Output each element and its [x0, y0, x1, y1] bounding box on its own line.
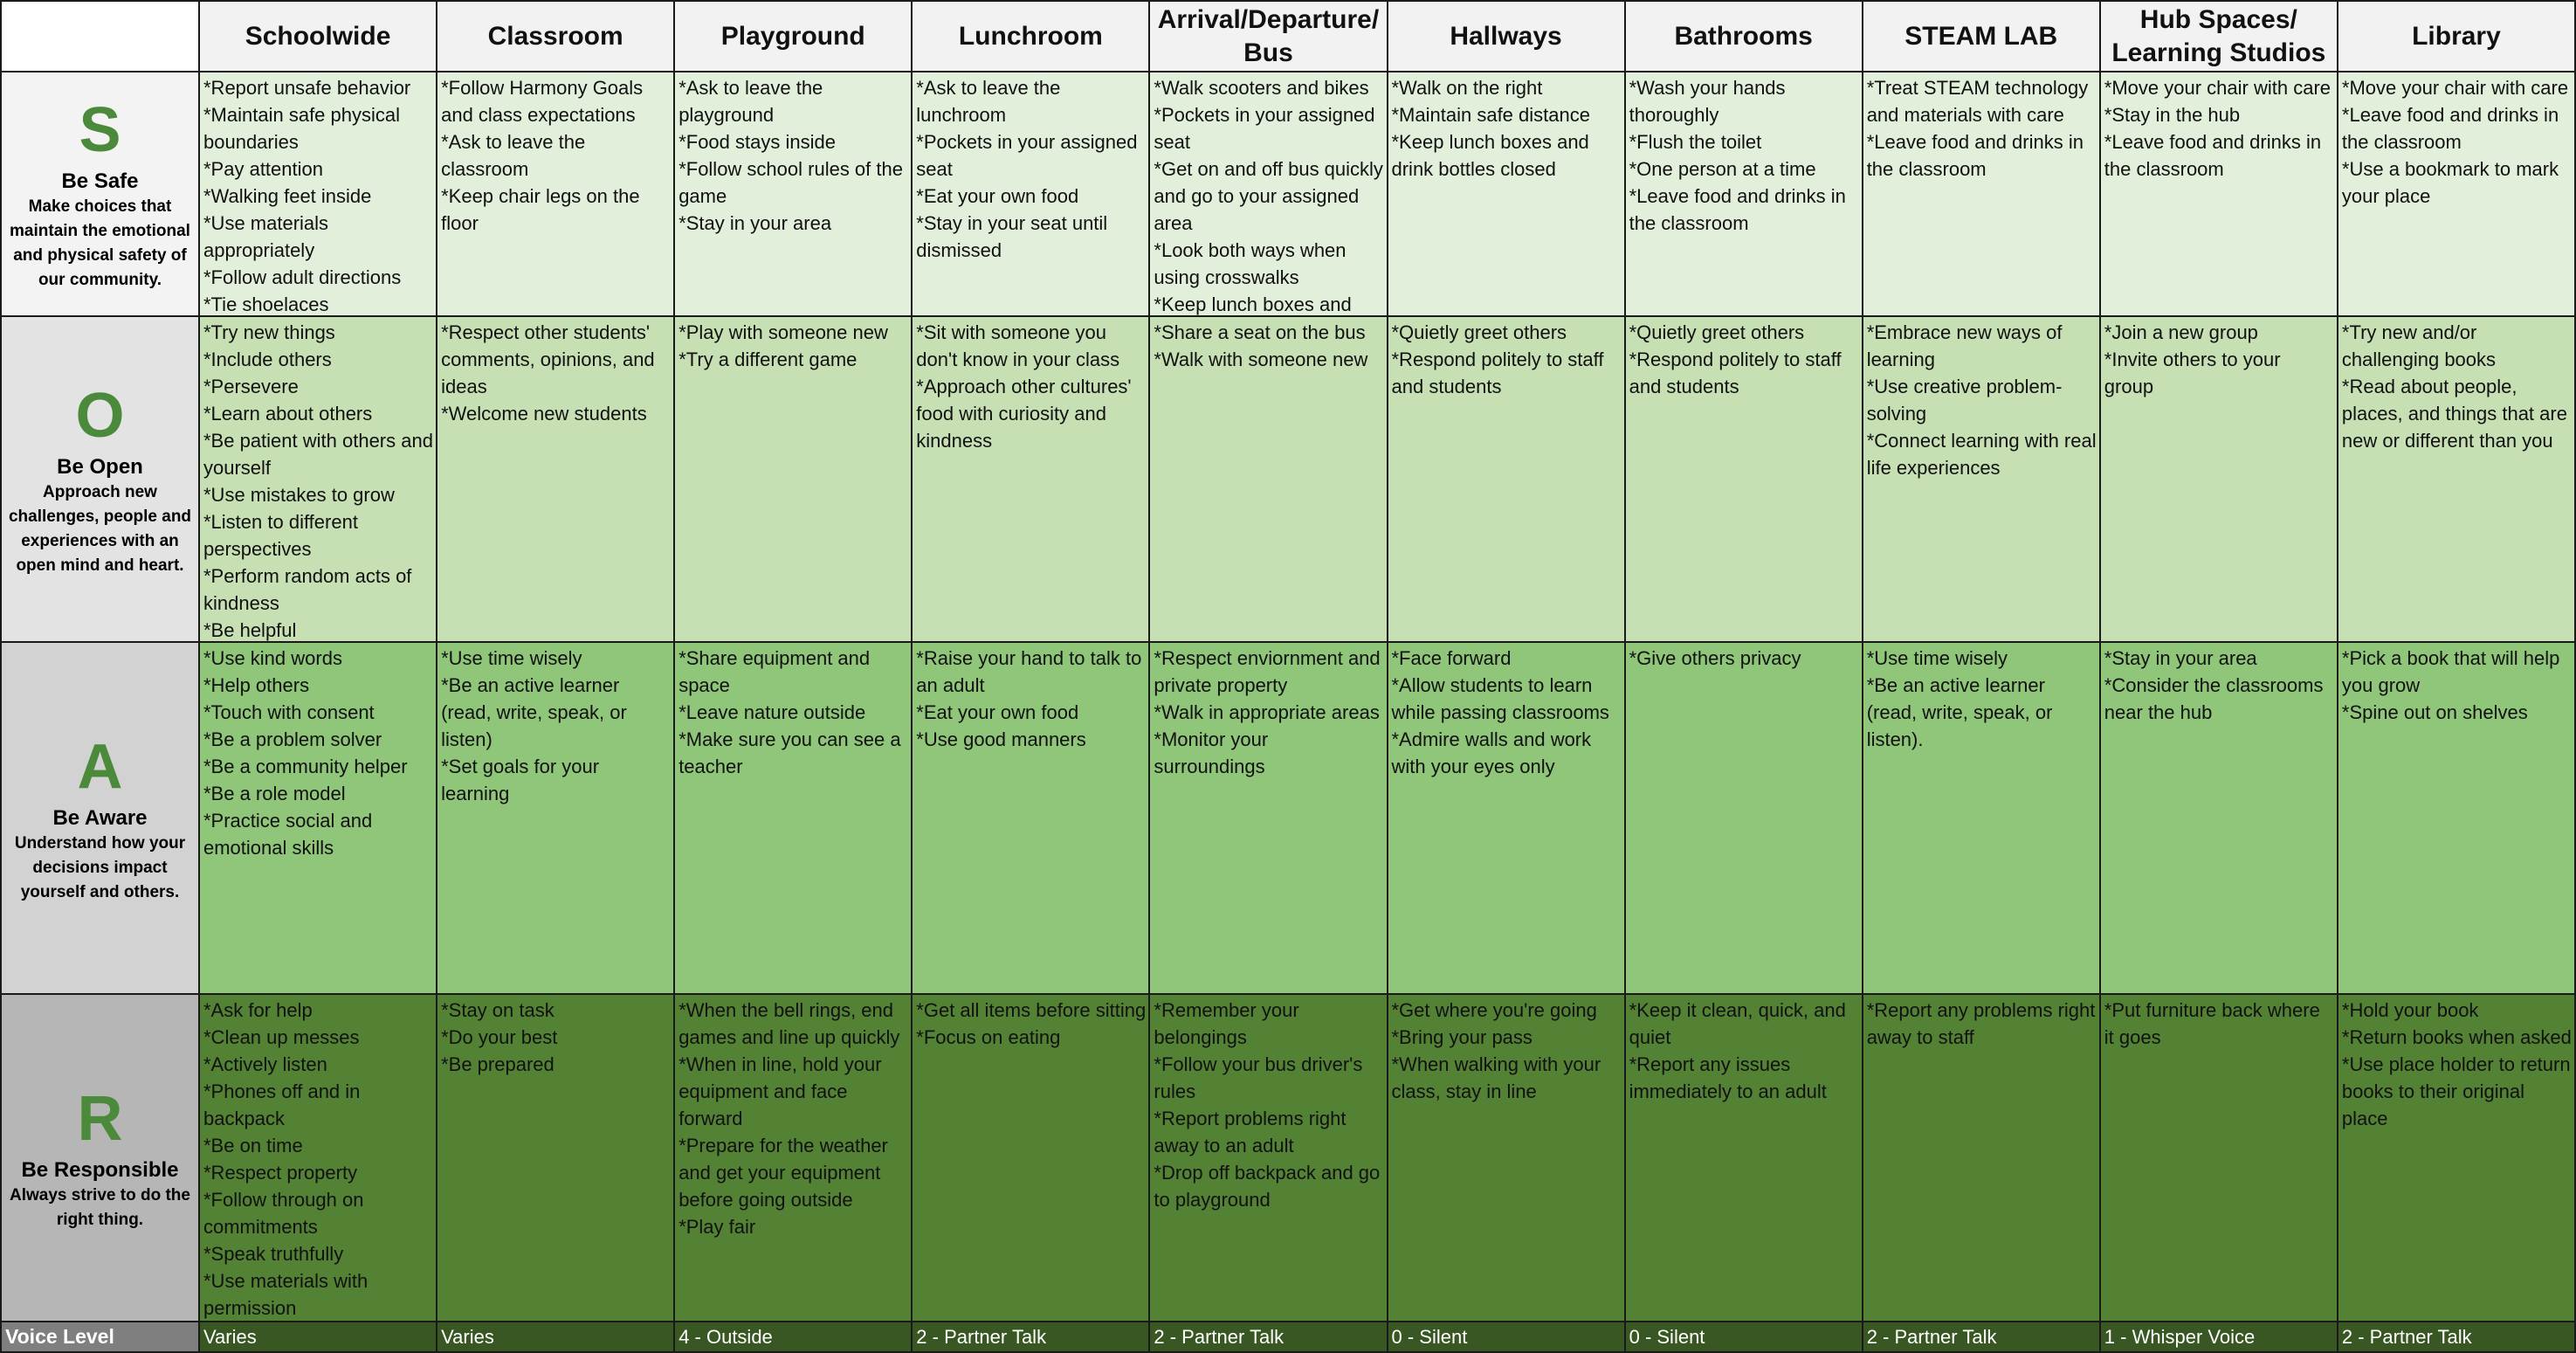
cell-be-safe-library: *Move your chair with care *Leave food and drinks in the classroom *Use a bookmark to mark your place	[2338, 72, 2576, 317]
row-label-be-responsible	[0, 995, 200, 1322]
voice-level-playground: 4 - Outside	[675, 1322, 913, 1353]
cell-be-safe-schoolwide: *Report unsafe behavior *Maintain safe physical boundaries *Pay attention *Walking feet inside *Use materials appropriately *Follow adult directions *Tie shoelaces	[200, 72, 437, 317]
voice-level-classroom: Varies	[437, 1322, 675, 1353]
cell-be-responsible-classroom: *Stay on task *Do your best *Be prepared	[437, 995, 675, 1322]
cell-be-open-hallways: *Quietly greet others *Respond politely to staff and students	[1388, 317, 1626, 643]
cell-be-aware-bathrooms: *Give others privacy	[1626, 643, 1863, 995]
cell-be-open-bathrooms: *Quietly greet others *Respond politely to staff and students	[1626, 317, 1863, 643]
cell-be-aware-steam-lab: *Use time wisely *Be an active learner (read, write, speak, or listen).	[1863, 643, 2101, 995]
row-description: Always strive to do the right thing.	[10, 1185, 190, 1229]
row-description: Make choices that maintain the emotional and physical safety of our community.	[10, 197, 190, 289]
row-title: Be Responsible	[21, 1157, 179, 1182]
column-header-arrival-departure-bus: Arrival/Departure/ Bus	[1150, 0, 1388, 72]
cell-be-responsible-bathrooms: *Keep it clean, quick, and quiet *Report any issues immediately to an adult	[1626, 995, 1863, 1322]
cell-be-safe-classroom: *Follow Harmony Goals and class expectations *Ask to leave the classroom *Keep chair legs on the floor	[437, 72, 675, 317]
voice-level-arrival-departure-bus: 2 - Partner Talk	[1150, 1322, 1388, 1353]
row-label-be-safe	[0, 72, 200, 317]
cell-be-aware-hallways: *Face forward *Allow students to learn while passing classrooms *Admire walls and work with your eyes only	[1388, 643, 1626, 995]
cell-be-aware-schoolwide: *Use kind words *Help others *Touch with consent *Be a problem solver *Be a community helper *Be a role model *Practice social and emotional skills	[200, 643, 437, 995]
voice-level-steam-lab: 2 - Partner Talk	[1863, 1322, 2101, 1353]
column-header-classroom: Classroom	[437, 0, 675, 72]
cell-be-responsible-steam-lab: *Report any problems right away to staff	[1863, 995, 2101, 1322]
row-letter: R	[77, 1083, 123, 1154]
cell-be-responsible-hallways: *Get where you're going *Bring your pass *When walking with your class, stay in line	[1388, 995, 1626, 1322]
corner-cell	[0, 0, 200, 72]
cell-be-responsible-playground: *When the bell rings, end games and line up quickly *When in line, hold your equipment and face forward *Prepare for the weather and get your equipment before going outside *Play fair	[675, 995, 913, 1322]
cell-be-open-classroom: *Respect other students' comments, opinions, and ideas *Welcome new students	[437, 317, 675, 643]
voice-level-label: Voice Level	[0, 1322, 200, 1353]
cell-be-responsible-schoolwide: *Ask for help *Clean up messes *Actively listen *Phones off and in backpack *Be on time *Respect property *Follow through on commitments *Speak truthfully *Use materials with permission	[200, 995, 437, 1322]
cell-be-safe-hub-spaces-learning-studios: *Move your chair with care *Stay in the hub *Leave food and drinks in the classroom	[2101, 72, 2338, 317]
voice-level-bathrooms: 0 - Silent	[1626, 1322, 1863, 1353]
cell-be-safe-playground: *Ask to leave the playground *Food stays inside *Follow school rules of the game *Stay in your area	[675, 72, 913, 317]
row-letter: S	[79, 95, 121, 165]
row-letter: A	[77, 731, 123, 802]
cell-be-safe-bathrooms: *Wash your hands thoroughly *Flush the toilet *One person at a time *Leave food and drinks in the classroom	[1626, 72, 1863, 317]
column-header-steam-lab: STEAM LAB	[1863, 0, 2101, 72]
cell-be-open-lunchroom: *Sit with someone you don't know in your class *Approach other cultures' food with curiosity and kindness	[913, 317, 1150, 643]
cell-be-safe-hallways: *Walk on the right *Maintain safe distance *Keep lunch boxes and drink bottles closed	[1388, 72, 1626, 317]
row-title: Be Safe	[61, 169, 139, 193]
column-header-hallways: Hallways	[1388, 0, 1626, 72]
cell-be-safe-steam-lab: *Treat STEAM technology and materials with care *Leave food and drinks in the classroom	[1863, 72, 2101, 317]
column-header-library: Library	[2338, 0, 2576, 72]
voice-level-hallways: 0 - Silent	[1388, 1322, 1626, 1353]
row-label-be-aware	[0, 643, 200, 995]
cell-be-aware-playground: *Share equipment and space *Leave nature outside *Make sure you can see a teacher	[675, 643, 913, 995]
cell-be-responsible-library: *Hold your book *Return books when asked *Use place holder to return books to their original place	[2338, 995, 2576, 1322]
cell-be-open-arrival-departure-bus: *Share a seat on the bus *Walk with someone new	[1150, 317, 1388, 643]
cell-be-open-hub-spaces-learning-studios: *Join a new group *Invite others to your group	[2101, 317, 2338, 643]
cell-be-safe-lunchroom: *Ask to leave the lunchroom *Pockets in your assigned seat *Eat your own food *Stay in your seat until dismissed	[913, 72, 1150, 317]
row-description: Understand how your decisions impact yourself and others.	[14, 833, 186, 901]
row-label-be-open	[0, 317, 200, 643]
row-title: Be Open	[57, 454, 143, 479]
row-letter: O	[75, 380, 125, 451]
cell-be-safe-arrival-departure-bus: *Walk scooters and bikes *Pockets in your assigned seat *Get on and off bus quickly and go to your assigned area *Look both ways when using crosswalks *Keep lunch boxes and	[1150, 72, 1388, 317]
voice-level-library: 2 - Partner Talk	[2338, 1322, 2576, 1353]
cell-be-responsible-lunchroom: *Get all items before sitting *Focus on eating	[913, 995, 1150, 1322]
cell-be-aware-lunchroom: *Raise your hand to talk to an adult *Eat your own food *Use good manners	[913, 643, 1150, 995]
cell-be-open-schoolwide: *Try new things *Include others *Persevere *Learn about others *Be patient with others and yourself *Use mistakes to grow *Listen to different perspectives *Perform random acts of kindness *Be helpful	[200, 317, 437, 643]
column-header-schoolwide: Schoolwide	[200, 0, 437, 72]
voice-level-lunchroom: 2 - Partner Talk	[913, 1322, 1150, 1353]
cell-be-aware-classroom: *Use time wisely *Be an active learner (read, write, speak, or listen) *Set goals for your learning	[437, 643, 675, 995]
cell-be-responsible-arrival-departure-bus: *Remember your belongings *Follow your bus driver's rules *Report problems right away to an adult *Drop off backpack and go to playground	[1150, 995, 1388, 1322]
row-description: Approach new challenges, people and experiences with an open mind and heart.	[8, 482, 192, 575]
cell-be-aware-arrival-departure-bus: *Respect enviornment and private property *Walk in appropriate areas *Monitor your surroundings	[1150, 643, 1388, 995]
column-header-bathrooms: Bathrooms	[1626, 0, 1863, 72]
row-title: Be Aware	[52, 805, 148, 830]
voice-level-hub-spaces-learning-studios: 1 - Whisper Voice	[2101, 1322, 2338, 1353]
cell-be-open-steam-lab: *Embrace new ways of learning *Use creative problem-solving *Connect learning with real life experiences	[1863, 317, 2101, 643]
cell-be-aware-hub-spaces-learning-studios: *Stay in your area *Consider the classrooms near the hub	[2101, 643, 2338, 995]
column-header-lunchroom: Lunchroom	[913, 0, 1150, 72]
cell-be-responsible-hub-spaces-learning-studios: *Put furniture back where it goes	[2101, 995, 2338, 1322]
cell-be-aware-library: *Pick a book that will help you grow *Spine out on shelves	[2338, 643, 2576, 995]
column-header-hub-spaces-learning-studios: Hub Spaces/ Learning Studios	[2101, 0, 2338, 72]
voice-level-schoolwide: Varies	[200, 1322, 437, 1353]
cell-be-open-library: *Try new and/or challenging books *Read about people, places, and things that are new or different than you	[2338, 317, 2576, 643]
cell-be-open-playground: *Play with someone new *Try a different game	[675, 317, 913, 643]
column-header-playground: Playground	[675, 0, 913, 72]
